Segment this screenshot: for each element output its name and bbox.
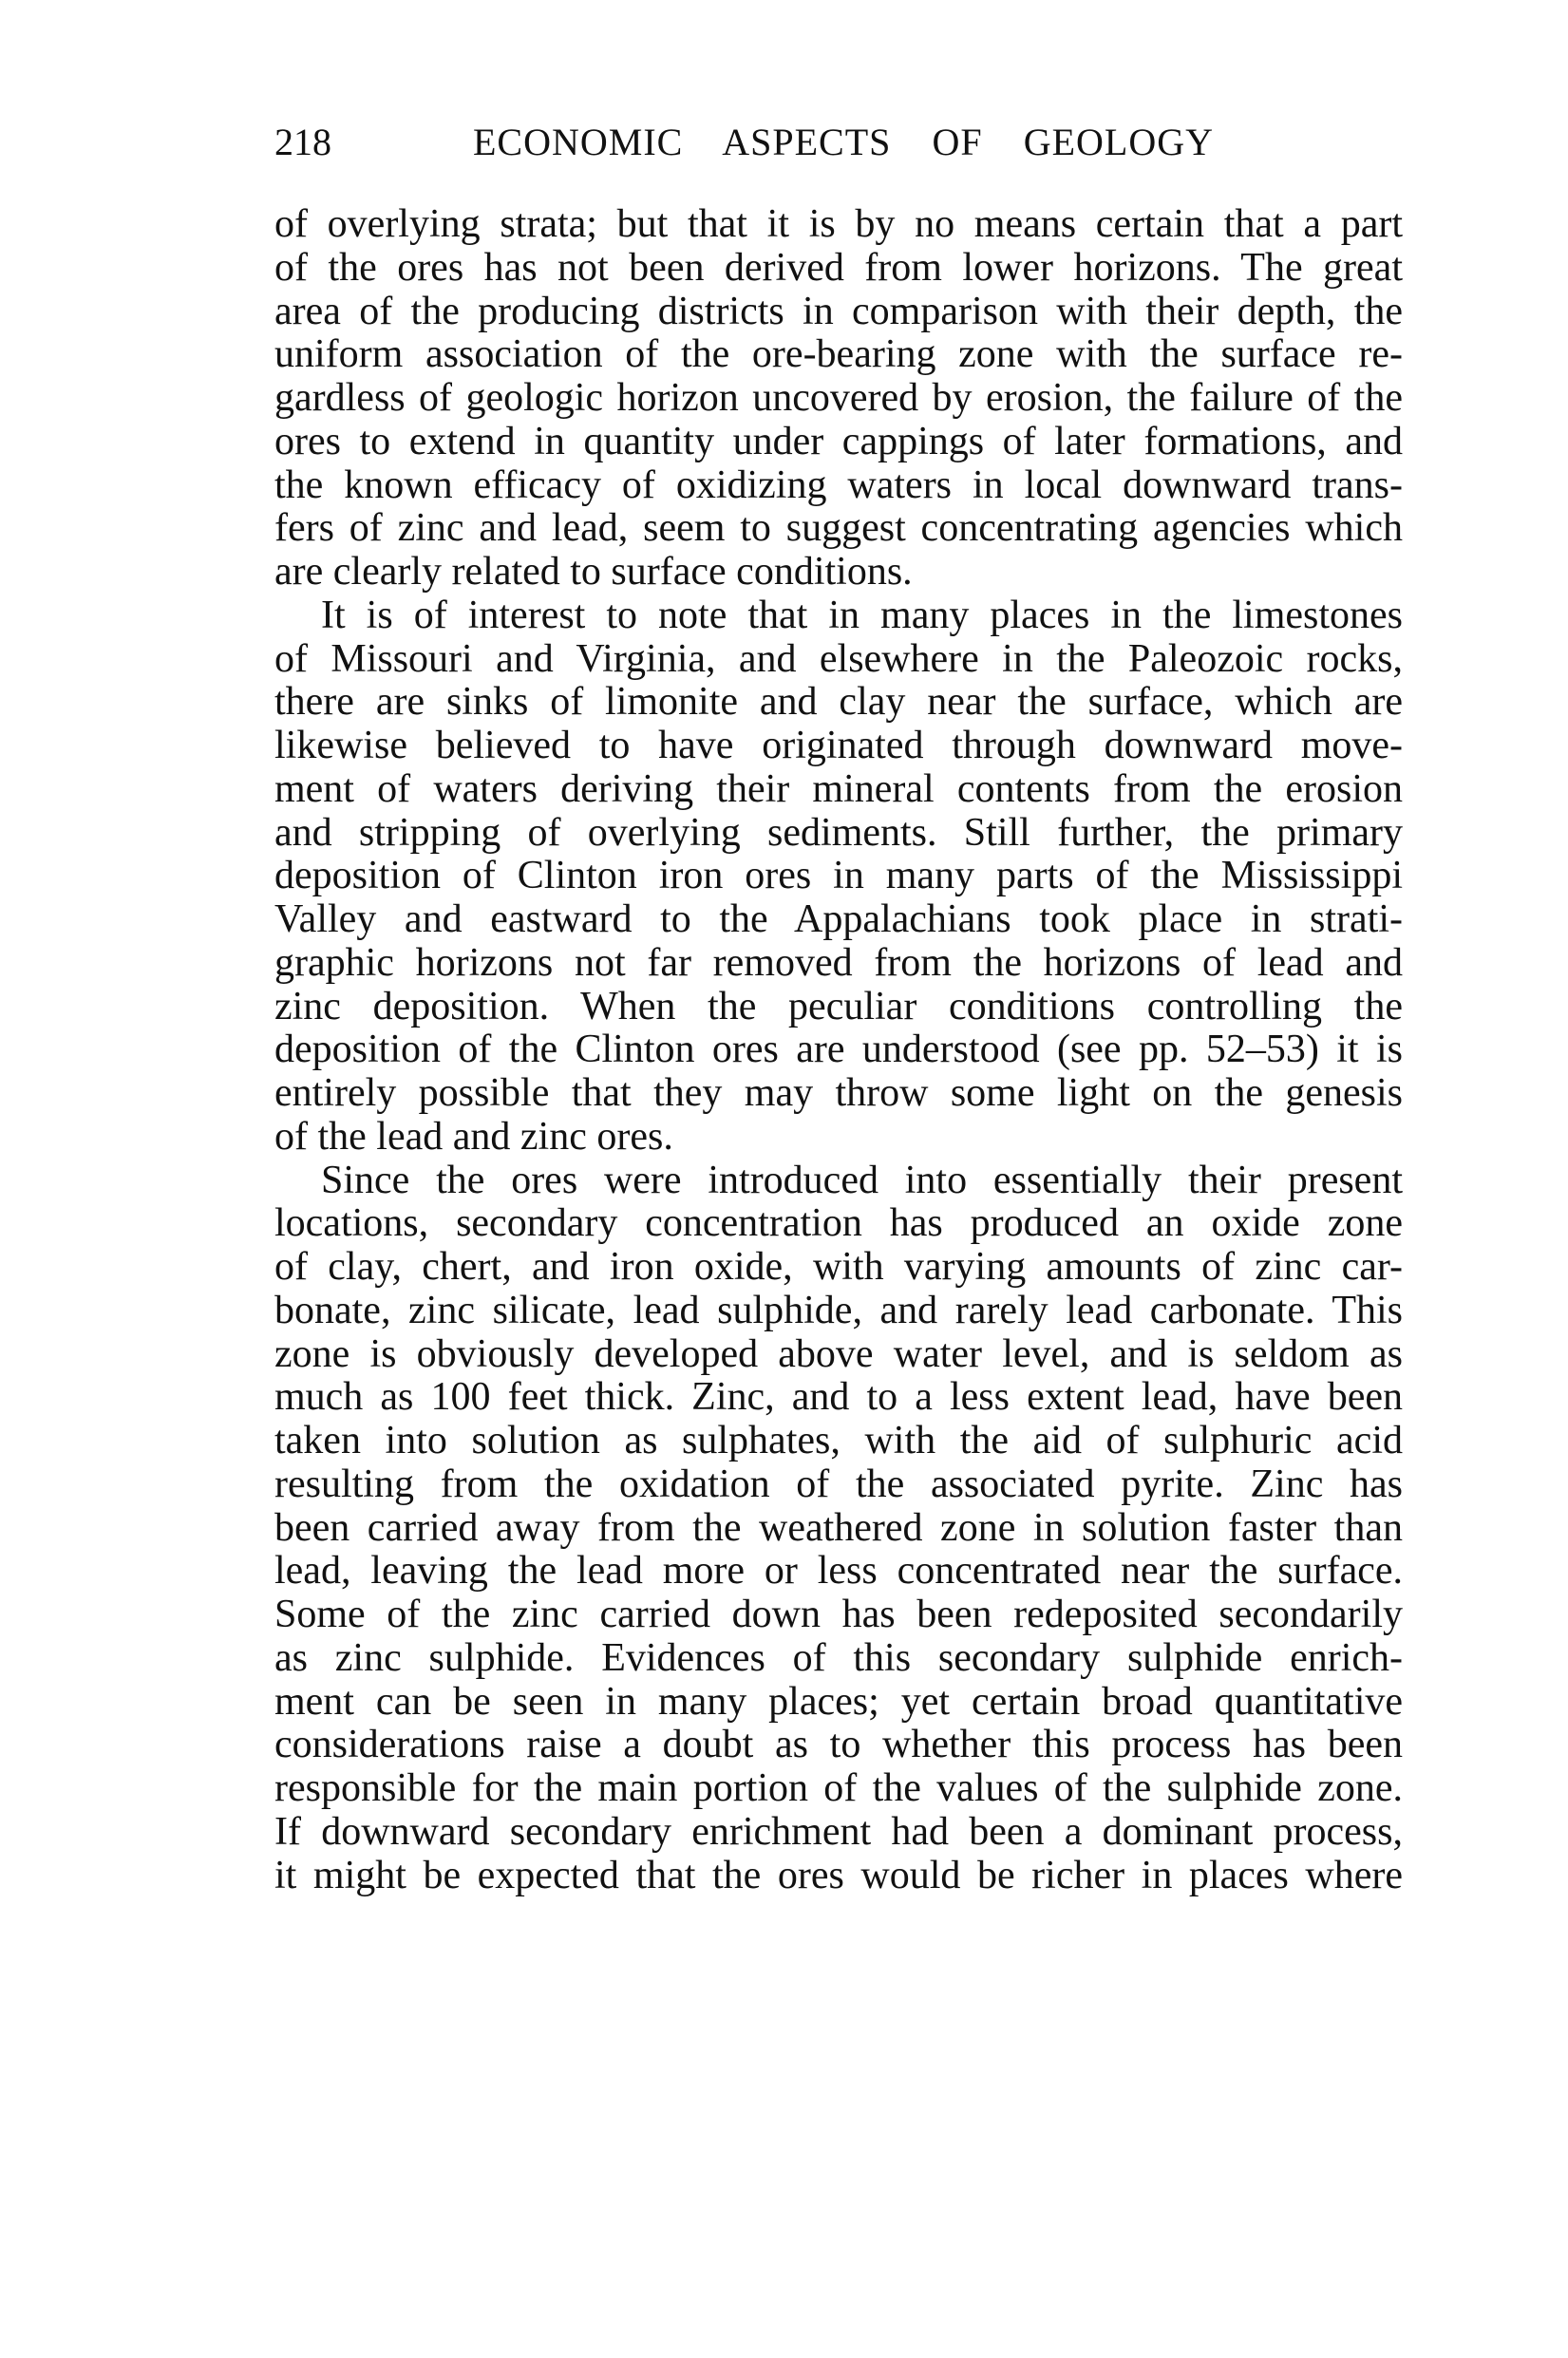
text-line: and stripping of overlying sediments. Still further, the primary [274, 811, 1403, 855]
running-head [0, 123, 1568, 161]
text-line: resulting from the oxidation of the associated pyrite. Zinc has [274, 1462, 1403, 1506]
text-line: the known efficacy of oxidizing waters in local downward trans- [274, 463, 1403, 507]
text-line: it might be expected that the ores would be richer in places where [274, 1854, 1403, 1897]
running-title: ECONOMIC ASPECTS OF GEOLOGY [473, 121, 1214, 163]
text-line: responsible for the main portion of the values of the sulphide zone. [274, 1767, 1403, 1810]
text-line: are clearly related to surface conditions. [274, 551, 913, 594]
text-line: bonate, zinc silicate, lead sulphide, and rarely lead carbonate. This [274, 1289, 1403, 1332]
text-line: graphic horizons not far removed from the horizons of lead and [274, 941, 1403, 985]
text-line: Since the ores were introduced into essentially their present [321, 1159, 1403, 1202]
text-line: ment of waters deriving their mineral contents from the erosion [274, 767, 1403, 811]
text-line: taken into solution as sulphates, with the aid of sulphuric acid [274, 1420, 1403, 1462]
text-line: uniform association of the ore-bearing zone with the surface re- [274, 333, 1403, 377]
text-line: entirely possible that they may throw some light on the genesis [274, 1072, 1403, 1115]
text-line: of Missouri and Virginia, and elsewhere in the Paleozoic rocks, [274, 637, 1403, 681]
text-line: zinc deposition. When the peculiar conditions controlling the [274, 985, 1403, 1028]
text-line: fers of zinc and lead, seem to suggest concentrating agencies which [274, 507, 1403, 551]
text-line: lead, leaving the lead more or less concentrated near the surface. [274, 1550, 1403, 1594]
text-line: as zinc sulphide. Evidences of this secondary sulphide enrich- [274, 1636, 1403, 1680]
text-line: of clay, chert, and iron oxide, with varying amounts of zinc car- [274, 1246, 1403, 1289]
text-line: Valley and eastward to the Appalachians took place in strati- [274, 898, 1403, 941]
text-line: deposition of Clinton iron ores in many parts of the Mississippi [274, 855, 1403, 898]
text-line: of the ores has not been derived from lower horizons. The great [274, 246, 1403, 290]
text-line: Some of the zinc carried down has been redeposited secondarily [274, 1594, 1403, 1636]
paragraph [274, 203, 1403, 594]
paragraph [274, 594, 1403, 1160]
text-line: area of the producing districts in comparison with their depth, the [274, 290, 1403, 333]
text-line: It is of interest to note that in many places in the limestones [321, 594, 1403, 637]
text-line: zone is obviously developed above water level, and is seldom as [274, 1332, 1403, 1376]
text-line: of the lead and zinc ores. [274, 1115, 673, 1159]
text-line: been carried away from the weathered zone in solution faster than [274, 1506, 1403, 1550]
text-line: locations, secondary concentration has produced an oxide zone [274, 1202, 1403, 1246]
text-line: considerations raise a doubt as to whether this process has been [274, 1724, 1403, 1767]
page-number: 218 [274, 121, 331, 163]
paragraph [274, 1160, 1403, 1898]
body-text [274, 203, 1403, 1897]
text-line: of overlying strata; but that it is by no means certain that a part [274, 203, 1403, 246]
text-line: deposition of the Clinton ores are understood (see pp. 52–53) it is [274, 1028, 1403, 1072]
text-line: If downward secondary enrichment had been a dominant process, [274, 1810, 1403, 1854]
text-line: ores to extend in quantity under cappings of later formations, and [274, 420, 1403, 463]
text-line: gardless of geologic horizon uncovered by erosion, the failure of the [274, 377, 1403, 420]
text-line: much as 100 feet thick. Zinc, and to a less extent lead, have been [274, 1376, 1403, 1420]
text-line: ment can be seen in many places; yet certain broad quantitative [274, 1680, 1403, 1724]
text-line: there are sinks of limonite and clay near the surface, which are [274, 681, 1403, 725]
text-line: likewise believed to have originated through downward move- [274, 725, 1403, 767]
